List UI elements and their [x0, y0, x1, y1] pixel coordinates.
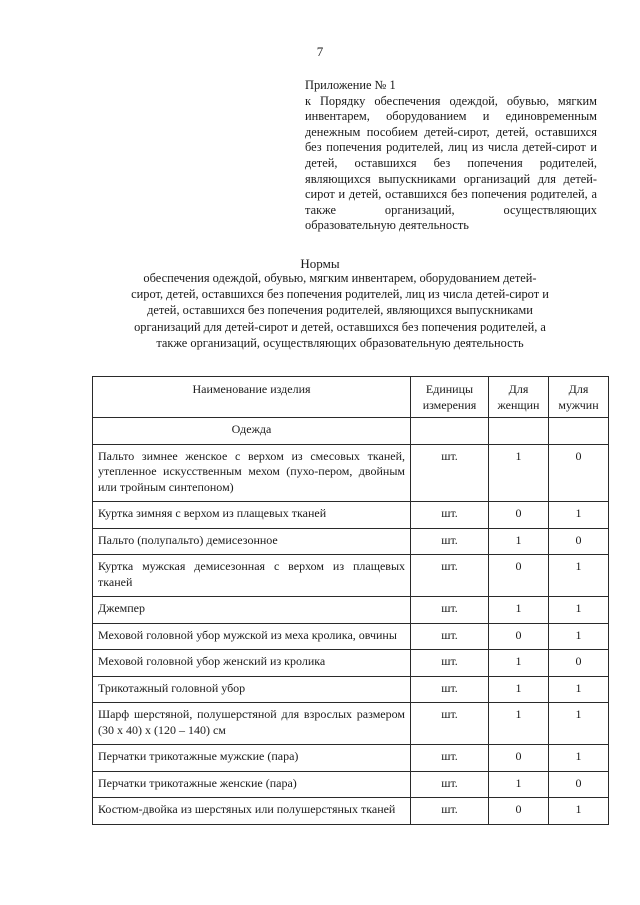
table-row	[93, 528, 609, 555]
women-qty-cell: 0	[489, 555, 549, 597]
table-header-row	[93, 377, 609, 418]
item-name-cell: Трикотажный головной убор	[93, 676, 411, 703]
women-qty-cell: 0	[489, 623, 549, 650]
norms-heading: Нормы	[300, 256, 340, 271]
men-qty-cell: 1	[549, 703, 609, 745]
item-name-cell: Куртка мужская демисезонная с верхом из плащевых тканей	[93, 555, 411, 597]
appendix-title: Приложение № 1	[305, 78, 396, 92]
unit-cell: шт.	[411, 528, 489, 555]
appendix-text: к Порядку обеспечения одеждой, обувью, мягким инвентарем, оборудованием и единовременным денежным пособием детей-сирот, детей, оставшихся без попечения родителей, лиц из числа детей-сирот и детей, оставшихся без попечения родителей, являющихся выпускниками организаций для детей-сирот и детей, оставшихся без попечения родителей, а также организаций, осуществляющих образовательную деятельность	[305, 93, 597, 233]
section-label: Одежда	[93, 418, 411, 445]
table-row	[93, 444, 609, 502]
norms-table	[92, 376, 609, 825]
header-name: Наименование изделия	[93, 377, 411, 418]
women-qty-cell: 0	[489, 798, 549, 825]
appendix-block	[305, 78, 597, 234]
table-row	[93, 650, 609, 677]
men-qty-cell: 1	[549, 555, 609, 597]
unit-cell: шт.	[411, 676, 489, 703]
norms-subtitle: обеспечения одеждой, обувью, мягким инвентарем, оборудованием детей-сирот, детей, оставшихся без попечения родителей, лиц из числа детей-сирот и детей, оставшихся без попечения родителей, являющихся выпускниками организаций для детей-сирот и детей, оставшихся без попечения родителей, а также организаций, осуществляющих образовательную деятельность	[131, 271, 549, 350]
table-row	[93, 623, 609, 650]
item-name-cell: Пальто зимнее женское с верхом из смесовых тканей, утепленное искусственным мехом (пухо-пером, двойным или тройным синтепоном)	[93, 444, 411, 502]
unit-cell: шт.	[411, 798, 489, 825]
men-qty-cell: 1	[549, 502, 609, 529]
men-qty-cell: 0	[549, 528, 609, 555]
unit-cell: шт.	[411, 650, 489, 677]
women-qty-cell: 1	[489, 771, 549, 798]
table-row	[93, 676, 609, 703]
table-row	[93, 502, 609, 529]
page-number: 7	[316, 44, 324, 59]
women-qty-cell: 0	[489, 502, 549, 529]
unit-cell: шт.	[411, 597, 489, 624]
item-name-cell: Куртка зимняя с верхом из плащевых тканей	[93, 502, 411, 529]
men-qty-cell: 1	[549, 676, 609, 703]
unit-cell: шт.	[411, 555, 489, 597]
table-row	[93, 555, 609, 597]
header-women: Для женщин	[489, 377, 549, 418]
section-row	[93, 418, 609, 445]
item-name-cell: Перчатки трикотажные мужские (пара)	[93, 745, 411, 772]
table-row	[93, 703, 609, 745]
men-qty-cell: 1	[549, 597, 609, 624]
men-qty-cell: 0	[549, 444, 609, 502]
women-qty-cell: 1	[489, 650, 549, 677]
item-name-cell: Шарф шерстяной, полушерстяной для взрослых размером (30 х 40) х (120 – 140) см	[93, 703, 411, 745]
item-name-cell: Пальто (полупальто) демисезонное	[93, 528, 411, 555]
section-empty-cell	[489, 418, 549, 445]
table-row	[93, 745, 609, 772]
table-row	[93, 798, 609, 825]
header-unit: Единицы измерения	[411, 377, 489, 418]
women-qty-cell: 1	[489, 444, 549, 502]
women-qty-cell: 0	[489, 745, 549, 772]
women-qty-cell: 1	[489, 597, 549, 624]
unit-cell: шт.	[411, 771, 489, 798]
unit-cell: шт.	[411, 502, 489, 529]
women-qty-cell: 1	[489, 703, 549, 745]
item-name-cell: Костюм-двойка из шерстяных или полушерстяных тканей	[93, 798, 411, 825]
women-qty-cell: 1	[489, 528, 549, 555]
men-qty-cell: 1	[549, 623, 609, 650]
men-qty-cell: 1	[549, 745, 609, 772]
men-qty-cell: 0	[549, 771, 609, 798]
men-qty-cell: 0	[549, 650, 609, 677]
table-row	[93, 771, 609, 798]
section-empty-cell	[549, 418, 609, 445]
item-name-cell: Джемпер	[93, 597, 411, 624]
women-qty-cell: 1	[489, 676, 549, 703]
unit-cell: шт.	[411, 623, 489, 650]
men-qty-cell: 1	[549, 798, 609, 825]
item-name-cell: Перчатки трикотажные женские (пара)	[93, 771, 411, 798]
item-name-cell: Меховой головной убор мужской из меха кролика, овчины	[93, 623, 411, 650]
unit-cell: шт.	[411, 703, 489, 745]
unit-cell: шт.	[411, 745, 489, 772]
item-name-cell: Меховой головной убор женский из кролика	[93, 650, 411, 677]
table-row	[93, 597, 609, 624]
section-empty-cell	[411, 418, 489, 445]
header-men: Для мужчин	[549, 377, 609, 418]
unit-cell: шт.	[411, 444, 489, 502]
